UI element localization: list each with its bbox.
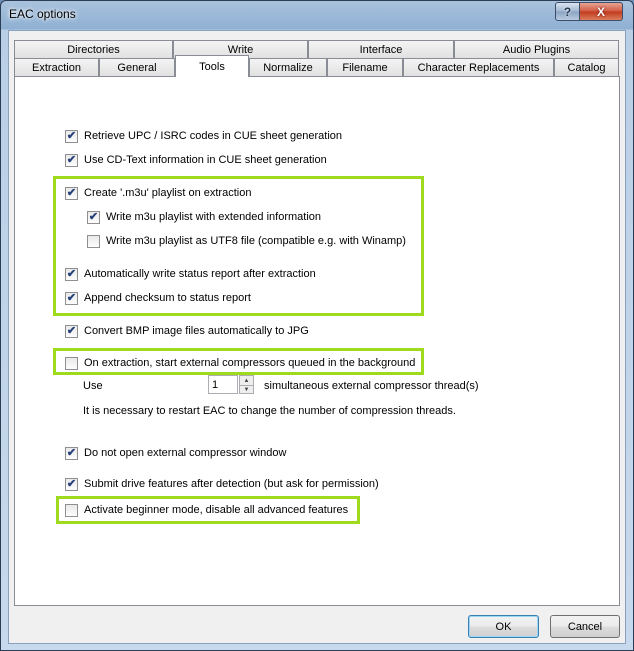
option-label: Submit drive features after detection (but ask for permission): [84, 478, 379, 490]
option-cdtext[interactable]: [65, 153, 327, 167]
tab-label: Normalize: [263, 61, 313, 74]
help-button[interactable]: [555, 2, 580, 21]
threads-count-input[interactable]: [208, 375, 238, 394]
checkbox-m3u[interactable]: [65, 187, 78, 200]
tab-strip: [14, 39, 620, 79]
tab-label: Extraction: [32, 61, 81, 74]
option-label: Convert BMP image files automatically to JPG: [84, 325, 309, 337]
tab-label: Catalog: [567, 61, 606, 74]
option-bmp-jpg[interactable]: [65, 324, 309, 338]
option-label: Create '.m3u' playlist on extraction: [84, 187, 252, 199]
checkbox-external-compressors[interactable]: [65, 357, 78, 370]
threads-spinner[interactable]: [239, 375, 254, 394]
checkmark-icon: ✔: [66, 186, 77, 199]
option-no-compressor-window[interactable]: [65, 446, 286, 460]
checkbox-submit-drive-features[interactable]: [65, 478, 78, 491]
tab-label: Write: [227, 43, 254, 56]
checkbox-upc-isrc[interactable]: [65, 130, 78, 143]
close-icon: X: [596, 4, 605, 19]
tab-label: Tools: [199, 60, 225, 73]
tools-panel: [14, 76, 620, 606]
tab-interface[interactable]: [308, 40, 454, 58]
threads-suffix-label: simultaneous external compressor thread(s): [264, 380, 479, 392]
tab-tools[interactable]: [175, 55, 249, 77]
option-label: Retrieve UPC / ISRC codes in CUE sheet generation: [84, 130, 343, 142]
option-upc-isrc[interactable]: [65, 129, 342, 143]
option-m3u-extended[interactable]: [87, 210, 321, 224]
tab-label: Directories: [67, 43, 120, 56]
tab-filename[interactable]: [327, 58, 403, 76]
window-title: EAC options: [9, 7, 76, 21]
tab-label: Interface: [359, 43, 403, 56]
checkbox-cdtext[interactable]: [65, 154, 78, 167]
spin-up-icon[interactable]: ▲: [243, 377, 250, 384]
title-bar[interactable]: [1, 1, 633, 29]
tab-normalize[interactable]: [249, 58, 327, 76]
tab-character-replacements[interactable]: [403, 58, 554, 76]
cancel-button[interactable]: Cancel: [550, 615, 620, 638]
tab-audio-plugins[interactable]: [454, 40, 619, 58]
option-beginner-mode[interactable]: [65, 503, 348, 517]
option-status-report[interactable]: [65, 267, 316, 281]
tab-label: Audio Plugins: [502, 43, 571, 56]
checkmark-icon: ✔: [66, 291, 77, 304]
checkmark-icon: ✔: [66, 446, 77, 459]
checkbox-no-compressor-window[interactable]: [65, 447, 78, 460]
option-checksum[interactable]: [65, 291, 251, 305]
checkmark-icon: ✔: [66, 324, 77, 337]
option-label: Use CD-Text information in CUE sheet generation: [84, 154, 327, 166]
option-label: Append checksum to status report: [84, 292, 251, 304]
tab-label: General: [117, 61, 157, 74]
threads-use-label: Use: [83, 380, 103, 392]
tab-general[interactable]: [99, 58, 175, 76]
spin-down-icon[interactable]: ▼: [240, 385, 253, 394]
tab-label: Filename: [342, 61, 388, 74]
dialog-body: [8, 30, 626, 644]
option-m3u[interactable]: [65, 186, 251, 200]
tab-directories[interactable]: [14, 40, 173, 58]
option-submit-drive-features[interactable]: [65, 477, 379, 491]
checkbox-checksum[interactable]: [65, 292, 78, 305]
checkmark-icon: ✔: [66, 129, 77, 142]
checkmark-icon: ✔: [88, 210, 99, 223]
help-icon: ?: [563, 4, 572, 19]
option-label: Write m3u playlist with extended information: [106, 211, 322, 223]
tab-catalog[interactable]: [554, 58, 619, 76]
tab-extraction[interactable]: [14, 58, 99, 76]
option-label: Write m3u playlist as UTF8 file (compatible e.g. with Winamp): [106, 235, 406, 247]
checkbox-beginner-mode[interactable]: [65, 504, 78, 517]
close-button[interactable]: [579, 2, 623, 21]
checkbox-status-report[interactable]: [65, 268, 78, 281]
checkbox-bmp-jpg[interactable]: [65, 325, 78, 338]
checkmark-icon: ✔: [66, 153, 77, 166]
checkbox-m3u-extended[interactable]: [87, 211, 100, 224]
option-m3u-utf8[interactable]: [87, 234, 406, 248]
checkmark-icon: ✔: [66, 477, 77, 490]
option-label: Activate beginner mode, disable all advanced features: [84, 504, 349, 516]
checkbox-m3u-utf8[interactable]: [87, 235, 100, 248]
option-label: On extraction, start external compressors queued in the background: [84, 357, 416, 369]
option-external-compressors[interactable]: [65, 356, 415, 370]
checkmark-icon: ✔: [66, 267, 77, 280]
threads-restart-note: It is necessary to restart EAC to change the number of compression threads.: [83, 405, 456, 417]
option-label: Automatically write status report after extraction: [84, 268, 316, 280]
option-label: Do not open external compressor window: [84, 447, 287, 459]
ok-button[interactable]: OK: [468, 615, 539, 638]
tab-label: Character Replacements: [417, 61, 540, 74]
